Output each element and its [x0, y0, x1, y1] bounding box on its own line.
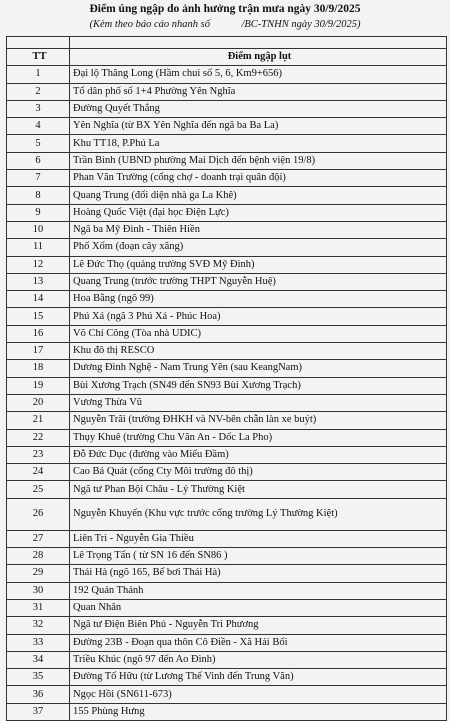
flood-point: Bùi Xương Trạch (SN49 đến SN93 Bùi Xương Trạch) — [70, 377, 447, 394]
table-row — [7, 118, 447, 135]
row-number: 20 — [7, 394, 70, 411]
flood-point: Ngã tư Điện Biên Phủ - Nguyễn Tri Phương — [70, 617, 447, 634]
document-subtitle: (Kèm theo báo cáo nhanh số /BC-TNHN ngày 30/9/2025) — [89, 19, 361, 30]
blank-cell — [7, 37, 70, 49]
document-title: Điểm úng ngập do ảnh hưởng trận mưa ngày 30/9/2025 — [89, 3, 361, 15]
row-number: 37 — [7, 703, 70, 720]
table-row — [7, 221, 447, 238]
table-row — [7, 135, 447, 152]
flood-point: 155 Phùng Hưng — [70, 703, 447, 720]
row-number: 34 — [7, 651, 70, 668]
flood-point: Lê Đức Thọ (quảng trường SVĐ Mỹ Đình) — [70, 256, 447, 273]
flood-point: Tổ dân phố số 1+4 Phường Yên Nghĩa — [70, 83, 447, 100]
table-row — [7, 273, 447, 290]
flood-point: Lê Trọng Tấn ( từ SN 16 đến SN86 ) — [70, 548, 447, 565]
flood-point: Ngã ba Mỹ Đình - Thiên Hiền — [70, 221, 447, 238]
table-row — [7, 325, 447, 342]
flood-point: Đường 23B - Đoạn qua thôn Cô Điền - Xã Hải Bối — [70, 634, 447, 651]
table-row — [7, 446, 447, 463]
row-number: 36 — [7, 686, 70, 703]
table-row — [7, 152, 447, 169]
table-row — [7, 204, 447, 221]
flood-point: Dương Đình Nghệ - Nam Trung Yên (sau KeangNam) — [70, 360, 447, 377]
row-number: 18 — [7, 360, 70, 377]
table-row — [7, 256, 447, 273]
table-row — [7, 360, 447, 377]
table-row — [7, 412, 447, 429]
table-row — [7, 239, 447, 256]
table-row — [7, 343, 447, 360]
flood-point: Phố Xốm (đoạn cây xăng) — [70, 239, 447, 256]
flood-point: Triều Khúc (ngõ 97 đến Ao Đình) — [70, 651, 447, 668]
table-row — [7, 530, 447, 547]
row-number: 28 — [7, 548, 70, 565]
flood-point: Ngọc Hồi (SN611-673) — [70, 686, 447, 703]
row-number: 17 — [7, 343, 70, 360]
row-number: 35 — [7, 669, 70, 686]
flood-point: Phan Văn Trường (cổng chợ - doanh trại quân đội) — [70, 170, 447, 187]
row-number: 30 — [7, 582, 70, 599]
row-number: 9 — [7, 204, 70, 221]
row-number: 21 — [7, 412, 70, 429]
table-row — [7, 83, 447, 100]
flood-point: Võ Chí Công (Tòa nhà UDIC) — [70, 325, 447, 342]
flood-point: Khu TT18, P.Phú La — [70, 135, 447, 152]
table-row — [7, 481, 447, 498]
flood-point: Hoàng Quốc Việt (đại học Điện Lực) — [70, 204, 447, 221]
row-number: 5 — [7, 135, 70, 152]
row-number: 29 — [7, 565, 70, 582]
table-row — [7, 582, 447, 599]
table-row — [7, 617, 447, 634]
table-row — [7, 291, 447, 308]
table-row — [7, 669, 447, 686]
table-row — [7, 377, 447, 394]
table-row — [7, 464, 447, 481]
row-number: 11 — [7, 239, 70, 256]
row-number: 4 — [7, 118, 70, 135]
table-row — [7, 394, 447, 411]
flood-point: Khu đô thị RESCO — [70, 343, 447, 360]
flood-point: Đường Quyết Thắng — [70, 100, 447, 117]
row-number: 27 — [7, 530, 70, 547]
row-number: 14 — [7, 291, 70, 308]
table-row — [7, 66, 447, 83]
flood-point: Quang Trung (trước trường THPT Nguyễn Huệ) — [70, 273, 447, 290]
table-row — [7, 100, 447, 117]
row-number: 6 — [7, 152, 70, 169]
table-row — [7, 498, 447, 530]
row-number: 12 — [7, 256, 70, 273]
table-row — [7, 308, 447, 325]
row-number: 26 — [7, 498, 70, 530]
flood-point: Cao Bá Quát (cổng Cty Môi trường đô thị) — [70, 464, 447, 481]
flood-point: Ngã tư Phan Bội Châu - Lý Thường Kiệt — [70, 481, 447, 498]
row-number: 32 — [7, 617, 70, 634]
row-number: 24 — [7, 464, 70, 481]
blank-cell — [70, 37, 447, 49]
flood-point: Thái Hà (ngõ 165, Bể bơi Thái Hà) — [70, 565, 447, 582]
table-header-row — [7, 49, 447, 66]
row-number: 3 — [7, 100, 70, 117]
flood-point: Liên Trì - Nguyễn Gia Thiều — [70, 530, 447, 547]
flood-point: Vương Thừa Vũ — [70, 394, 447, 411]
table-row — [7, 686, 447, 703]
flood-point: Thụy Khuê (trường Chu Văn An - Dốc La Pho) — [70, 429, 447, 446]
row-number: 16 — [7, 325, 70, 342]
flood-point: Đỗ Đức Dục (đường vào Miếu Đầm) — [70, 446, 447, 463]
column-header-point: Điểm ngập lụt — [70, 49, 447, 66]
row-number: 33 — [7, 634, 70, 651]
flood-point: Đại lộ Thăng Long (Hầm chui số 5, 6, Km9+656) — [70, 66, 447, 83]
row-number: 15 — [7, 308, 70, 325]
flood-point: Đường Tố Hữu (từ Lương Thế Vinh đến Trung Văn) — [70, 669, 447, 686]
flood-point: Quang Trung (đối diện nhà ga La Khê) — [70, 187, 447, 204]
blank-row — [7, 37, 447, 49]
row-number: 1 — [7, 66, 70, 83]
row-number: 8 — [7, 187, 70, 204]
row-number: 25 — [7, 481, 70, 498]
flood-point: Quan Nhân — [70, 599, 447, 616]
table-row — [7, 170, 447, 187]
row-number: 13 — [7, 273, 70, 290]
row-number: 31 — [7, 599, 70, 616]
table-row — [7, 429, 447, 446]
flood-point: Yên Nghĩa (từ BX Yên Nghĩa đến ngã ba Ba La) — [70, 118, 447, 135]
flood-point: Nguyễn Trãi (trường ĐHKH và NV-bên chẵn làn xe buýt) — [70, 412, 447, 429]
row-number: 19 — [7, 377, 70, 394]
flood-point: Phú Xá (ngã 3 Phú Xá - Phúc Hoa) — [70, 308, 447, 325]
flood-points-table — [6, 36, 447, 721]
row-number: 2 — [7, 83, 70, 100]
row-number: 23 — [7, 446, 70, 463]
flood-point: Hoa Bằng (ngõ 99) — [70, 291, 447, 308]
row-number: 7 — [7, 170, 70, 187]
row-number: 10 — [7, 221, 70, 238]
table-row — [7, 599, 447, 616]
table-row — [7, 548, 447, 565]
table-row — [7, 634, 447, 651]
table-row — [7, 187, 447, 204]
flood-point: Nguyễn Khuyến (Khu vực trước cổng trường Lý Thường Kiệt) — [70, 498, 447, 530]
table-row — [7, 565, 447, 582]
row-number: 22 — [7, 429, 70, 446]
table-row — [7, 703, 447, 720]
flood-point: 192 Quán Thánh — [70, 582, 447, 599]
flood-point: Trần Bình (UBND phường Mai Dịch đến bệnh viện 19/8) — [70, 152, 447, 169]
table-row — [7, 651, 447, 668]
column-header-tt: TT — [7, 49, 70, 66]
